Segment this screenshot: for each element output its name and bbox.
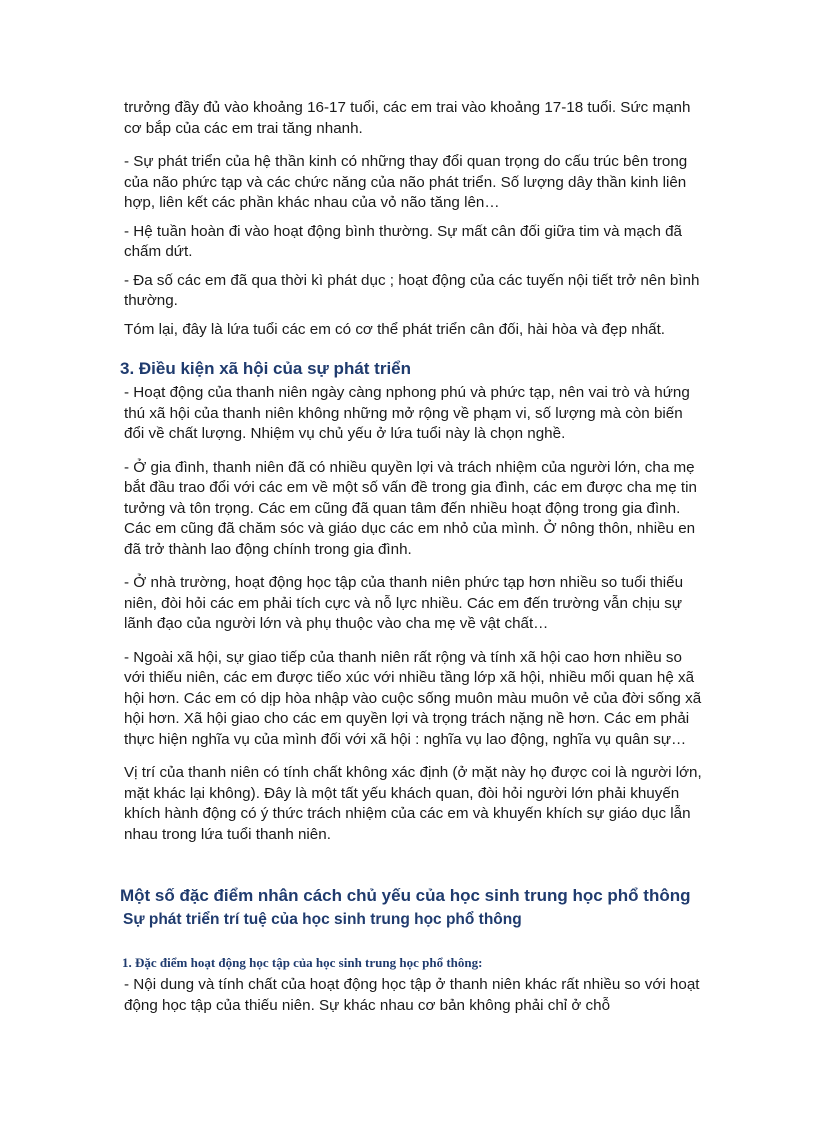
numbered-heading-learning: 1. Đặc điểm hoạt động học tập của học sinh trung học phổ thông: bbox=[122, 955, 483, 970]
paragraph-growth: trưởng đầy đủ vào khoảng 16-17 tuổi, các em trai vào khoảng 17-18 tuổi. Sức mạnh cơ bắp của các em trai tăng nhanh. bbox=[124, 99, 691, 137]
paragraph-summary: Tóm lại, đây là lứa tuổi các em có cơ thể phát triển cân đối, hài hòa và đẹp nhất. bbox=[124, 320, 666, 338]
paragraph-position: Vị trí của thanh niên có tính chất không xác định (ở mặt này họ được coi là người lớn, mặt khác lại không). Đây là một tất yếu khách quan, đòi hỏi người lớn phải khuyến khích hành động có ý thức trách nhiệm của các em và khuyến khích sự giáo dục lẫn nhau trong lứa tuổi thanh niên. bbox=[124, 764, 702, 843]
section-heading-social-conditions: 3. Điều kiện xã hội của sự phát triển bbox=[120, 359, 412, 378]
paragraph-society: - Ngoài xã hội, sự giao tiếp của thanh niên rất rộng và tính xã hội cao hơn nhiều so với thiếu niên, các em được tiếo xúc với nhiều tầng lớp xã hội, nhiều mối quan hệ xã hội hơn. Các em có dịp hòa nhập vào cuộc sống muôn màu muôn vẻ của đời sống xã hội hơn. Xã hội giao cho các em quyền lợi và trọng trách nặng nề hơn. Các em phải thực hiện nghĩa vụ của mình đối với xã hội : nghĩa vụ lao động, nghĩa vụ quân sự… bbox=[124, 648, 702, 748]
main-heading-personality: Một số đặc điểm nhân cách chủ yếu của học sinh trung học phổ thông bbox=[120, 886, 691, 905]
sub-heading-intellect: Sự phát triển trí tuệ của học sinh trung học phổ thông bbox=[123, 911, 522, 928]
paragraph-learning-content: - Nội dung và tính chất của hoạt động học tập ở thanh niên khác rất nhiều so với hoạt động học tập của thiếu niên. Sự khác nhau cơ bản không phải chỉ ở chỗ bbox=[124, 976, 700, 1014]
paragraph-activities: - Hoạt động của thanh niên ngày càng nphong phú và phức tạp, nên vai trò và hứng thú xã hội của thanh niên không những mở rộng về phạm vi, số lượng mà còn biến đổi về chất lượng. Nhiệm vụ chủ yếu ở lứa tuổi này là chọn nghề. bbox=[124, 384, 690, 442]
paragraph-nervous-system: - Sự phát triển của hệ thần kinh có những thay đổi quan trọng do cấu trúc bên trong của não phức tạp và các chức năng của não phát triển. Số lượng dây thần kinh liên hợp, liên kết các phần khác nhau của vỏ não tăng lên… bbox=[124, 153, 688, 211]
paragraph-puberty: - Đa số các em đã qua thời kì phát dục ; hoạt động của các tuyến nội tiết trở nên bình thường. bbox=[124, 271, 700, 309]
paragraph-family: - Ở gia đình, thanh niên đã có nhiều quyền lợi và trách nhiệm của người lớn, cha mẹ bắt đầu trao đổi với các em về một số vấn đề trong gia đình, các em được cha mẹ tin tưởng và tôn trọng. Các em cũng đã quan tâm đến nhiều hoạt động trong gia đình. Các em cũng đã chăm sóc và giáo dục các em nhỏ của mình. Ở nông thôn, nhiều en đã trở thành lao động chính trong gia đình. bbox=[124, 458, 697, 558]
paragraph-circulation: - Hệ tuần hoàn đi vào hoạt động bình thường. Sự mất cân đối giữa tim và mạch đã chấm dứt. bbox=[124, 222, 683, 260]
paragraph-school: - Ở nhà trường, hoạt động học tập của thanh niên phức tạp hơn nhiều so tuổi thiếu niên, đòi hỏi các em phải tích cực và nỗ lực nhiều. Các em đến trường vẫn chịu sự lãnh đạo của người lớn và phụ thuộc vào cha mẹ về vật chất… bbox=[124, 574, 684, 632]
